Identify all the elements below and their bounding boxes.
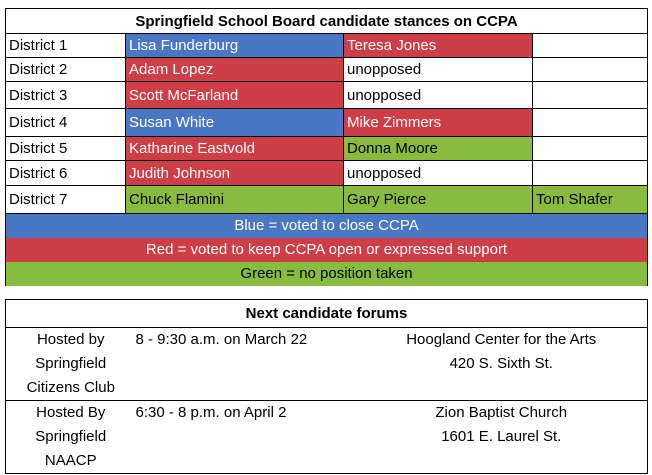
district-row [6,161,648,186]
district-row [6,186,648,214]
forum-host-line: Springfield [35,428,107,445]
district-row [6,137,648,161]
forums-table [5,299,648,474]
empty-cell [533,82,648,109]
forum-time: 8 - 9:30 a.m. on March 22 [135,331,308,348]
forum-host-line: NAACP [44,452,97,469]
district-label: District 6 [6,161,126,186]
candidate-cell: Katharine Eastvold [126,137,344,161]
forum-row [6,401,648,474]
forum-venue-line: 1601 E. Laurel St. [441,428,562,445]
candidate-cell: unopposed [344,82,533,109]
forum-host-line: Springfield [35,355,107,372]
district-label: District 2 [6,58,126,82]
forum-host-line: Citizens Club [26,379,115,396]
legend-green: Green = no position taken [6,262,648,286]
candidate-cell: unopposed [344,58,533,82]
empty-cell [533,34,648,58]
legend-blue: Blue = voted to close CCPA [6,214,648,238]
candidate-cell: Mike Zimmers [344,109,533,137]
empty-cell [533,109,648,137]
candidate-cell: Scott McFarland [126,82,344,109]
candidate-cell: Gary Pierce [344,186,533,214]
forum-time: 6:30 - 8 p.m. on April 2 [136,401,356,474]
candidate-cell: Donna Moore [344,137,533,161]
district-row [6,82,648,109]
forums-title: Next candidate forums [6,300,648,328]
empty-cell [533,137,648,161]
forum-venue [356,328,648,401]
forum-venue-line: Hoogland Center for the Arts [406,331,597,348]
empty-cell [533,58,648,82]
candidate-cell: Chuck Flamini [126,186,344,214]
forum-host-line: Hosted by [36,331,105,348]
district-label: District 4 [6,109,126,137]
forum-venue-line: Zion Baptist Church [435,404,568,421]
district-label: District 3 [6,82,126,109]
district-label: District 1 [6,34,126,58]
district-label: District 7 [6,186,126,214]
candidate-cell: Adam Lopez [126,58,344,82]
candidate-cell: Susan White [126,109,344,137]
district-row [6,58,648,82]
district-label: District 5 [6,137,126,161]
forum-venue [356,401,648,474]
district-row [6,109,648,137]
forum-row [6,328,648,401]
stances-title: Springfield School Board candidate stances on CCPA [6,9,648,34]
candidate-cell: Teresa Jones [344,34,533,58]
candidate-cell: unopposed [344,161,533,186]
candidate-cell: Lisa Funderburg [126,34,344,58]
candidate-cell: Tom Shafer [533,186,648,214]
forum-host-line: Hosted By [36,404,106,421]
forum-venue-line: 420 S. Sixth St. [449,355,553,372]
legend-red: Red = voted to keep CCPA open or expressed support [6,238,648,262]
candidate-cell: Judith Johnson [126,161,344,186]
empty-cell [533,161,648,186]
stances-table [5,8,648,286]
forum-host [6,328,136,401]
forum-host [6,401,136,474]
district-row [6,34,648,58]
